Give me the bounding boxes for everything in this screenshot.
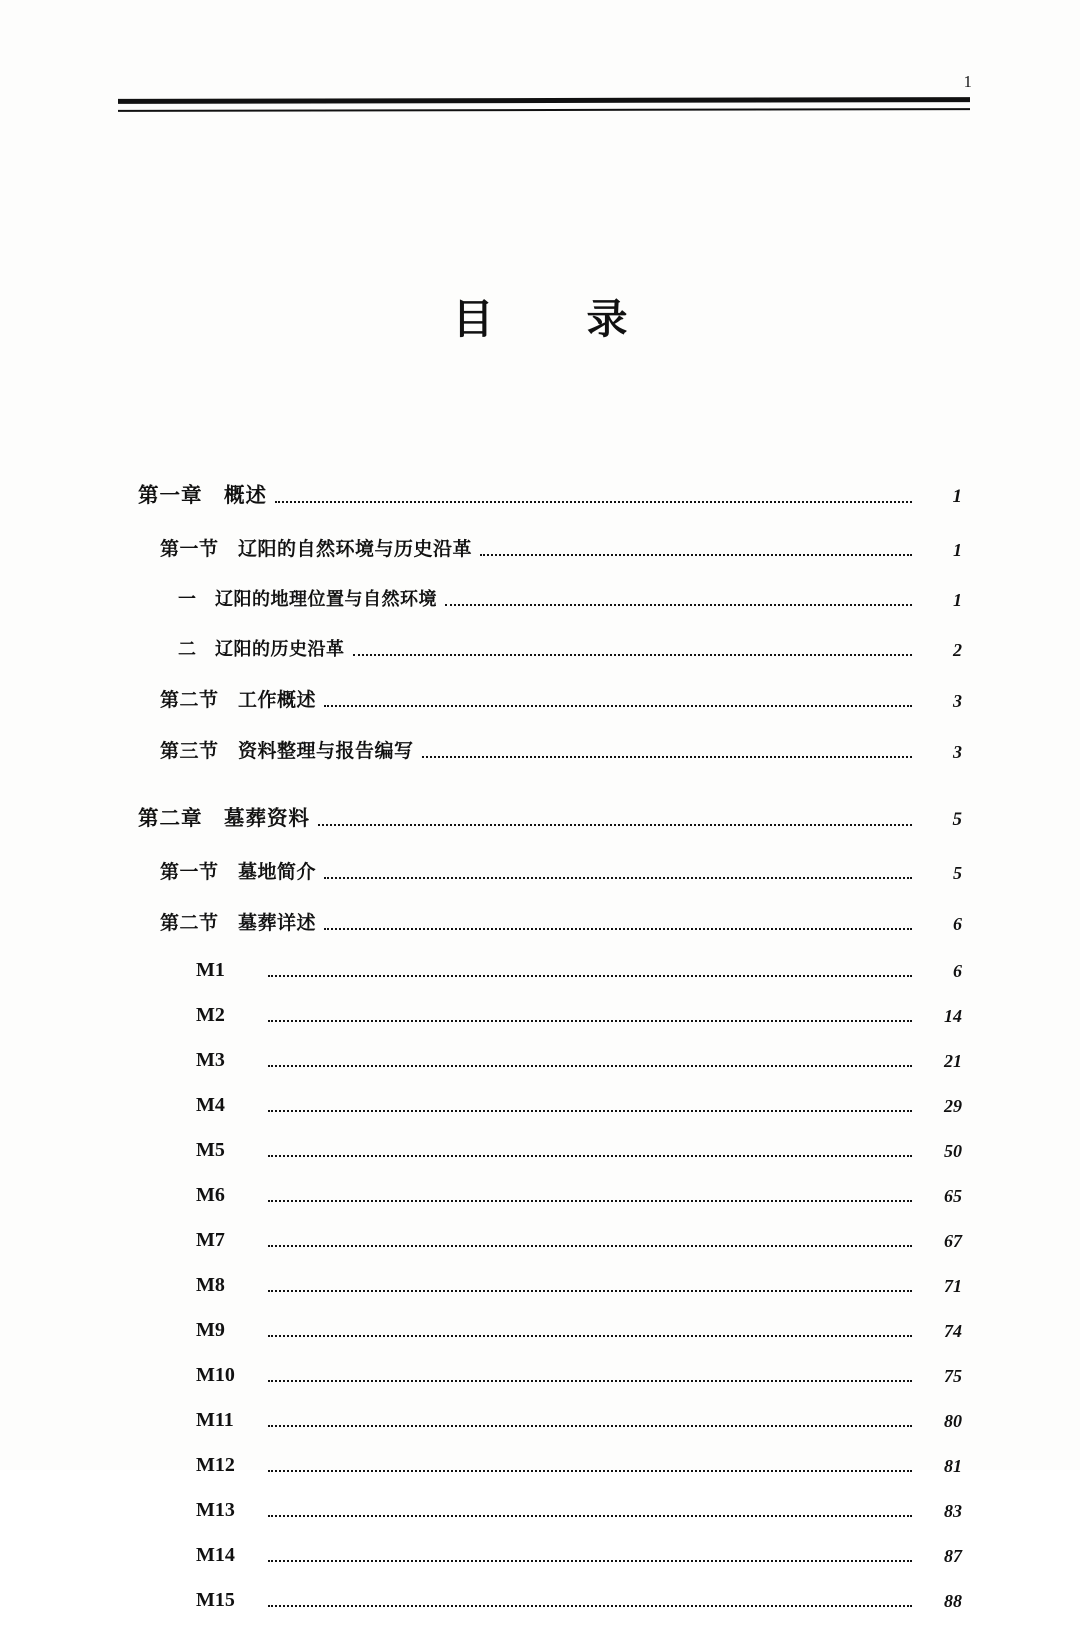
toc-entry[interactable] [138,1409,962,1454]
toc-entry-label: M12 [196,1454,235,1476]
toc-leader-dots [324,928,912,930]
toc-entry-label: M13 [196,1499,235,1521]
toc-entry[interactable] [138,908,962,959]
toc-entry-label: 第二节 墓葬详述 [160,912,317,934]
toc-leader-dots [268,1470,912,1472]
toc-leader-dots [324,705,912,707]
page-number: 1 [963,72,972,91]
toc-entry[interactable] [138,585,962,635]
toc-entry-page: 5 [952,809,962,830]
toc-entry[interactable] [138,685,962,736]
toc-entry-label: M1 [196,959,225,981]
toc-entry-page: 67 [944,1231,962,1251]
toc-entry-label: M9 [196,1319,225,1341]
toc-leader-dots [268,1200,912,1202]
toc-entry[interactable] [138,736,962,787]
toc-entry-label: 二 辽阳的历史沿革 [178,639,345,660]
toc-entry[interactable] [138,1364,962,1409]
toc-entry-label: 第一节 墓地简介 [160,861,317,883]
toc-entry-page: 6 [953,961,962,981]
toc-entry-page: 5 [953,863,962,883]
toc-entry-page: 3 [953,742,962,762]
toc-leader-dots [268,1020,912,1022]
toc-entry[interactable] [138,1229,962,1274]
toc-entry[interactable] [138,534,962,585]
toc-entry-page: 50 [944,1141,962,1161]
toc-entry-label: M10 [196,1364,235,1386]
toc-leader-dots [275,501,912,503]
toc-leader-dots [268,1560,912,1562]
toc-entry[interactable] [138,1274,962,1319]
toc-leader-dots [445,604,912,606]
toc-entry-label: M15 [196,1589,235,1611]
toc-entry[interactable] [138,959,962,1004]
toc-leader-dots [268,1245,912,1247]
toc-entry-label: M5 [196,1139,225,1161]
toc-entry[interactable] [138,1094,962,1139]
toc-leader-dots [480,554,912,556]
toc-leader-dots [268,1380,912,1382]
toc-leader-dots [422,756,912,758]
toc-entry-page: 2 [953,640,962,660]
toc-entry-label: M2 [196,1004,225,1026]
toc-entry-page: 1 [952,486,962,507]
page-title: 目 录 [452,295,654,343]
toc-entry-label: 第一节 辽阳的自然环境与历史沿革 [160,538,473,560]
toc-entry[interactable] [138,1139,962,1184]
toc-leader-dots [268,1290,912,1292]
toc-entry[interactable] [138,478,962,534]
toc-entry[interactable] [138,1319,962,1364]
toc-entry-label: M4 [196,1094,225,1116]
table-of-contents [138,478,962,1634]
toc-entry[interactable] [138,1589,962,1634]
toc-entry-label: M8 [196,1274,225,1296]
toc-leader-dots [268,975,912,977]
toc-entry[interactable] [138,1184,962,1229]
toc-entry-page: 6 [953,914,962,934]
toc-leader-dots [268,1605,912,1607]
toc-entry-page: 71 [944,1276,962,1296]
header-rule [118,98,970,114]
toc-entry-page: 29 [944,1096,962,1116]
toc-entry-page: 80 [944,1411,962,1431]
toc-entry-label: 一 辽阳的地理位置与自然环境 [178,589,437,610]
toc-entry-page: 21 [944,1051,962,1071]
toc-entry-page: 74 [944,1321,962,1341]
toc-entry[interactable] [138,801,962,857]
toc-entry-page: 3 [953,691,962,711]
toc-leader-dots [268,1335,912,1337]
toc-leader-dots [318,824,912,826]
toc-entry-label: 第二章 墓葬资料 [138,806,310,830]
toc-entry-label: 第三节 资料整理与报告编写 [160,740,414,762]
toc-entry-page: 1 [953,540,962,560]
toc-entry-page: 65 [944,1186,962,1206]
toc-entry[interactable] [138,1049,962,1094]
toc-entry-page: 81 [944,1456,962,1476]
toc-entry[interactable] [138,857,962,908]
toc-entry[interactable] [138,635,962,685]
toc-entry-page: 75 [944,1366,962,1386]
toc-leader-dots [268,1110,912,1112]
toc-entry[interactable] [138,1454,962,1499]
toc-entry-page: 83 [944,1501,962,1521]
toc-leader-dots [353,654,913,656]
toc-entry-label: 第二节 工作概述 [160,689,317,711]
toc-entry[interactable] [138,1004,962,1049]
toc-leader-dots [268,1515,912,1517]
toc-entry-label: 第一章 概述 [138,483,267,507]
toc-entry-page: 87 [944,1546,962,1566]
header-rule-thin [118,108,970,112]
toc-entry-page: 14 [944,1006,962,1026]
toc-entry[interactable] [138,1544,962,1589]
toc-entry-page: 1 [953,590,962,610]
header-rule-thick [118,97,970,104]
toc-leader-dots [268,1425,912,1427]
toc-entry-label: M7 [196,1229,225,1251]
toc-entry[interactable] [138,1499,962,1544]
toc-entry-label: M3 [196,1049,225,1071]
toc-entry-label: M6 [196,1184,225,1206]
toc-leader-dots [268,1155,912,1157]
toc-entry-label: M14 [196,1544,235,1566]
toc-leader-dots [268,1065,912,1067]
toc-entry-label: M11 [196,1409,234,1431]
toc-entry-page: 88 [944,1591,962,1611]
toc-leader-dots [324,877,912,879]
